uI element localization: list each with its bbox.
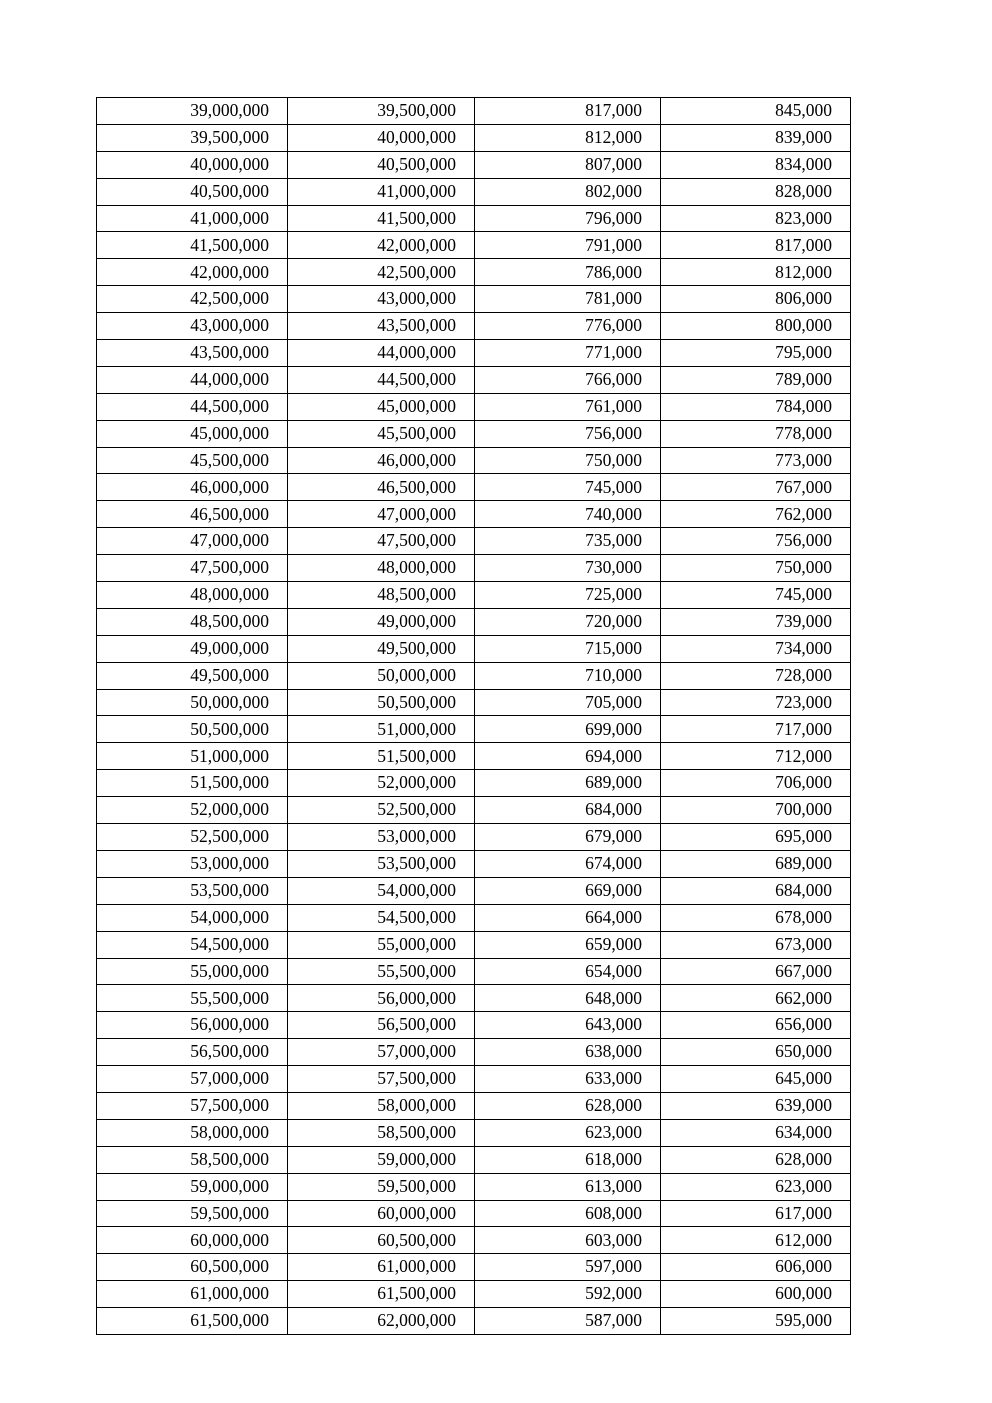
- table-cell: 592,000: [475, 1281, 661, 1308]
- table-cell: 52,500,000: [288, 797, 475, 824]
- table-row: [97, 232, 851, 259]
- table-cell: 628,000: [475, 1092, 661, 1119]
- table-cell: 750,000: [475, 447, 661, 474]
- table-cell: 828,000: [661, 178, 851, 205]
- table-cell: 57,500,000: [288, 1066, 475, 1093]
- table-row: [97, 1012, 851, 1039]
- table-row: [97, 1254, 851, 1281]
- table-cell: 50,500,000: [97, 716, 288, 743]
- table-cell: 689,000: [475, 770, 661, 797]
- table-cell: 705,000: [475, 689, 661, 716]
- table-row: [97, 366, 851, 393]
- table-cell: 745,000: [475, 474, 661, 501]
- table-cell: 53,000,000: [288, 824, 475, 851]
- table-cell: 628,000: [661, 1146, 851, 1173]
- table-cell: 43,000,000: [97, 313, 288, 340]
- table-cell: 43,500,000: [97, 340, 288, 367]
- table-cell: 47,500,000: [97, 555, 288, 582]
- table-cell: 723,000: [661, 689, 851, 716]
- table-cell: 612,000: [661, 1227, 851, 1254]
- table-cell: 59,000,000: [288, 1146, 475, 1173]
- table-cell: 817,000: [475, 98, 661, 125]
- table-cell: 56,500,000: [288, 1012, 475, 1039]
- table-cell: 49,500,000: [288, 635, 475, 662]
- table-cell: 761,000: [475, 393, 661, 420]
- table-row: [97, 286, 851, 313]
- table-cell: 587,000: [475, 1308, 661, 1335]
- table-row: [97, 1119, 851, 1146]
- table-cell: 60,500,000: [97, 1254, 288, 1281]
- table-row: [97, 797, 851, 824]
- table-cell: 57,000,000: [97, 1066, 288, 1093]
- table-cell: 45,500,000: [288, 420, 475, 447]
- table-cell: 608,000: [475, 1200, 661, 1227]
- table-cell: 44,500,000: [97, 393, 288, 420]
- table-cell: 784,000: [661, 393, 851, 420]
- table-cell: 48,000,000: [288, 555, 475, 582]
- table-row: [97, 1039, 851, 1066]
- table-cell: 669,000: [475, 877, 661, 904]
- table-cell: 56,000,000: [288, 985, 475, 1012]
- table-cell: 46,500,000: [288, 474, 475, 501]
- table-cell: 58,000,000: [288, 1092, 475, 1119]
- table-cell: 595,000: [661, 1308, 851, 1335]
- table-cell: 61,000,000: [97, 1281, 288, 1308]
- table-cell: 710,000: [475, 662, 661, 689]
- table-cell: 667,000: [661, 958, 851, 985]
- table-row: [97, 850, 851, 877]
- table-cell: 674,000: [475, 850, 661, 877]
- table-row: [97, 340, 851, 367]
- table-cell: 684,000: [475, 797, 661, 824]
- table-cell: 47,500,000: [288, 528, 475, 555]
- table-cell: 781,000: [475, 286, 661, 313]
- table-cell: 802,000: [475, 178, 661, 205]
- table-cell: 44,000,000: [288, 340, 475, 367]
- table-row: [97, 904, 851, 931]
- table-row: [97, 178, 851, 205]
- table-row: [97, 662, 851, 689]
- table-cell: 56,000,000: [97, 1012, 288, 1039]
- table-row: [97, 259, 851, 286]
- table-cell: 40,000,000: [97, 151, 288, 178]
- table-cell: 750,000: [661, 555, 851, 582]
- table-cell: 60,000,000: [97, 1227, 288, 1254]
- table-cell: 600,000: [661, 1281, 851, 1308]
- table-cell: 42,500,000: [288, 259, 475, 286]
- table-cell: 52,000,000: [97, 797, 288, 824]
- table-cell: 786,000: [475, 259, 661, 286]
- number-table: [96, 97, 851, 1335]
- table-cell: 639,000: [661, 1092, 851, 1119]
- table-cell: 739,000: [661, 608, 851, 635]
- table-cell: 623,000: [661, 1173, 851, 1200]
- table-cell: 57,000,000: [288, 1039, 475, 1066]
- table-row: [97, 985, 851, 1012]
- table-row: [97, 474, 851, 501]
- table-cell: 52,000,000: [288, 770, 475, 797]
- table-cell: 767,000: [661, 474, 851, 501]
- table-row: [97, 1227, 851, 1254]
- table-cell: 839,000: [661, 124, 851, 151]
- table-cell: 45,000,000: [288, 393, 475, 420]
- table-cell: 740,000: [475, 501, 661, 528]
- table-cell: 618,000: [475, 1146, 661, 1173]
- table-body: [97, 98, 851, 1335]
- table-cell: 51,500,000: [288, 743, 475, 770]
- table-cell: 812,000: [661, 259, 851, 286]
- table-cell: 662,000: [661, 985, 851, 1012]
- table-row: [97, 98, 851, 125]
- table-cell: 41,500,000: [288, 205, 475, 232]
- table-cell: 49,500,000: [97, 662, 288, 689]
- table-cell: 41,000,000: [288, 178, 475, 205]
- table-cell: 58,000,000: [97, 1119, 288, 1146]
- table-cell: 40,500,000: [97, 178, 288, 205]
- table-cell: 712,000: [661, 743, 851, 770]
- table-cell: 700,000: [661, 797, 851, 824]
- table-cell: 42,000,000: [97, 259, 288, 286]
- table-cell: 40,000,000: [288, 124, 475, 151]
- table-row: [97, 313, 851, 340]
- table-row: [97, 393, 851, 420]
- table-cell: 44,000,000: [97, 366, 288, 393]
- table-cell: 728,000: [661, 662, 851, 689]
- table-cell: 613,000: [475, 1173, 661, 1200]
- table-cell: 633,000: [475, 1066, 661, 1093]
- table-cell: 39,500,000: [97, 124, 288, 151]
- table-cell: 54,500,000: [288, 904, 475, 931]
- table-cell: 694,000: [475, 743, 661, 770]
- table-cell: 46,000,000: [288, 447, 475, 474]
- table-cell: 656,000: [661, 1012, 851, 1039]
- table-cell: 806,000: [661, 286, 851, 313]
- table-row: [97, 124, 851, 151]
- table-cell: 47,000,000: [97, 528, 288, 555]
- table-cell: 54,000,000: [288, 877, 475, 904]
- table-cell: 55,500,000: [97, 985, 288, 1012]
- table-row: [97, 1092, 851, 1119]
- table-cell: 61,500,000: [288, 1281, 475, 1308]
- table-row: [97, 1200, 851, 1227]
- table-cell: 54,000,000: [97, 904, 288, 931]
- table-cell: 51,000,000: [288, 716, 475, 743]
- table-row: [97, 743, 851, 770]
- table-row: [97, 716, 851, 743]
- table-cell: 55,000,000: [288, 931, 475, 958]
- table-cell: 51,000,000: [97, 743, 288, 770]
- table-cell: 42,500,000: [97, 286, 288, 313]
- table-cell: 617,000: [661, 1200, 851, 1227]
- table-cell: 717,000: [661, 716, 851, 743]
- table-cell: 684,000: [661, 877, 851, 904]
- table-cell: 756,000: [661, 528, 851, 555]
- table-cell: 715,000: [475, 635, 661, 662]
- table-cell: 603,000: [475, 1227, 661, 1254]
- table-cell: 834,000: [661, 151, 851, 178]
- table-cell: 776,000: [475, 313, 661, 340]
- table-cell: 730,000: [475, 555, 661, 582]
- table-cell: 45,000,000: [97, 420, 288, 447]
- table-cell: 689,000: [661, 850, 851, 877]
- table-cell: 57,500,000: [97, 1092, 288, 1119]
- table-cell: 654,000: [475, 958, 661, 985]
- table-cell: 46,500,000: [97, 501, 288, 528]
- table-row: [97, 689, 851, 716]
- table-cell: 648,000: [475, 985, 661, 1012]
- table-cell: 664,000: [475, 904, 661, 931]
- table-row: [97, 528, 851, 555]
- table-cell: 59,500,000: [97, 1200, 288, 1227]
- table-cell: 53,000,000: [97, 850, 288, 877]
- table-cell: 52,500,000: [97, 824, 288, 851]
- table-cell: 59,500,000: [288, 1173, 475, 1200]
- table-cell: 659,000: [475, 931, 661, 958]
- table-cell: 61,000,000: [288, 1254, 475, 1281]
- table-cell: 745,000: [661, 582, 851, 609]
- table-row: [97, 582, 851, 609]
- table-row: [97, 1146, 851, 1173]
- table-row: [97, 958, 851, 985]
- table-cell: 699,000: [475, 716, 661, 743]
- table-row: [97, 447, 851, 474]
- table-cell: 812,000: [475, 124, 661, 151]
- table-cell: 62,000,000: [288, 1308, 475, 1335]
- table-row: [97, 877, 851, 904]
- table-cell: 800,000: [661, 313, 851, 340]
- table-cell: 606,000: [661, 1254, 851, 1281]
- table-cell: 60,500,000: [288, 1227, 475, 1254]
- table-cell: 49,000,000: [97, 635, 288, 662]
- table-cell: 59,000,000: [97, 1173, 288, 1200]
- table-cell: 48,000,000: [97, 582, 288, 609]
- table-row: [97, 931, 851, 958]
- table-cell: 43,500,000: [288, 313, 475, 340]
- table-cell: 706,000: [661, 770, 851, 797]
- table-cell: 48,500,000: [97, 608, 288, 635]
- table-cell: 50,500,000: [288, 689, 475, 716]
- table-row: [97, 151, 851, 178]
- table-cell: 58,500,000: [288, 1119, 475, 1146]
- table-cell: 756,000: [475, 420, 661, 447]
- table-row: [97, 770, 851, 797]
- table-cell: 725,000: [475, 582, 661, 609]
- table-cell: 43,000,000: [288, 286, 475, 313]
- table-cell: 42,000,000: [288, 232, 475, 259]
- table-row: [97, 205, 851, 232]
- table-cell: 51,500,000: [97, 770, 288, 797]
- table-cell: 41,000,000: [97, 205, 288, 232]
- table-cell: 53,500,000: [97, 877, 288, 904]
- table-cell: 678,000: [661, 904, 851, 931]
- table-cell: 39,500,000: [288, 98, 475, 125]
- table-row: [97, 608, 851, 635]
- table-cell: 55,000,000: [97, 958, 288, 985]
- table-cell: 41,500,000: [97, 232, 288, 259]
- table-cell: 634,000: [661, 1119, 851, 1146]
- table-cell: 50,000,000: [288, 662, 475, 689]
- table-cell: 807,000: [475, 151, 661, 178]
- table-cell: 44,500,000: [288, 366, 475, 393]
- table-cell: 796,000: [475, 205, 661, 232]
- table-row: [97, 1308, 851, 1335]
- table-cell: 48,500,000: [288, 582, 475, 609]
- table-cell: 645,000: [661, 1066, 851, 1093]
- table-cell: 54,500,000: [97, 931, 288, 958]
- table-row: [97, 1281, 851, 1308]
- table-cell: 773,000: [661, 447, 851, 474]
- table-cell: 55,500,000: [288, 958, 475, 985]
- table-cell: 49,000,000: [288, 608, 475, 635]
- table-cell: 45,500,000: [97, 447, 288, 474]
- table-cell: 597,000: [475, 1254, 661, 1281]
- table-cell: 795,000: [661, 340, 851, 367]
- table-cell: 623,000: [475, 1119, 661, 1146]
- table-row: [97, 501, 851, 528]
- table-cell: 791,000: [475, 232, 661, 259]
- table-row: [97, 1066, 851, 1093]
- table-cell: 58,500,000: [97, 1146, 288, 1173]
- table-cell: 695,000: [661, 824, 851, 851]
- table-cell: 845,000: [661, 98, 851, 125]
- table-cell: 643,000: [475, 1012, 661, 1039]
- table-cell: 40,500,000: [288, 151, 475, 178]
- table-row: [97, 824, 851, 851]
- table-cell: 720,000: [475, 608, 661, 635]
- table-row: [97, 420, 851, 447]
- table-cell: 56,500,000: [97, 1039, 288, 1066]
- table-cell: 61,500,000: [97, 1308, 288, 1335]
- table-cell: 679,000: [475, 824, 661, 851]
- table-cell: 60,000,000: [288, 1200, 475, 1227]
- table-cell: 46,000,000: [97, 474, 288, 501]
- table-cell: 817,000: [661, 232, 851, 259]
- table-cell: 778,000: [661, 420, 851, 447]
- table-cell: 762,000: [661, 501, 851, 528]
- table-cell: 771,000: [475, 340, 661, 367]
- table-cell: 638,000: [475, 1039, 661, 1066]
- table-cell: 734,000: [661, 635, 851, 662]
- table-cell: 789,000: [661, 366, 851, 393]
- table-row: [97, 1173, 851, 1200]
- table-cell: 50,000,000: [97, 689, 288, 716]
- table-cell: 766,000: [475, 366, 661, 393]
- table-cell: 650,000: [661, 1039, 851, 1066]
- table-row: [97, 555, 851, 582]
- table-cell: 823,000: [661, 205, 851, 232]
- table-row: [97, 635, 851, 662]
- table-cell: 39,000,000: [97, 98, 288, 125]
- table-cell: 47,000,000: [288, 501, 475, 528]
- table-cell: 53,500,000: [288, 850, 475, 877]
- table-cell: 735,000: [475, 528, 661, 555]
- table-cell: 673,000: [661, 931, 851, 958]
